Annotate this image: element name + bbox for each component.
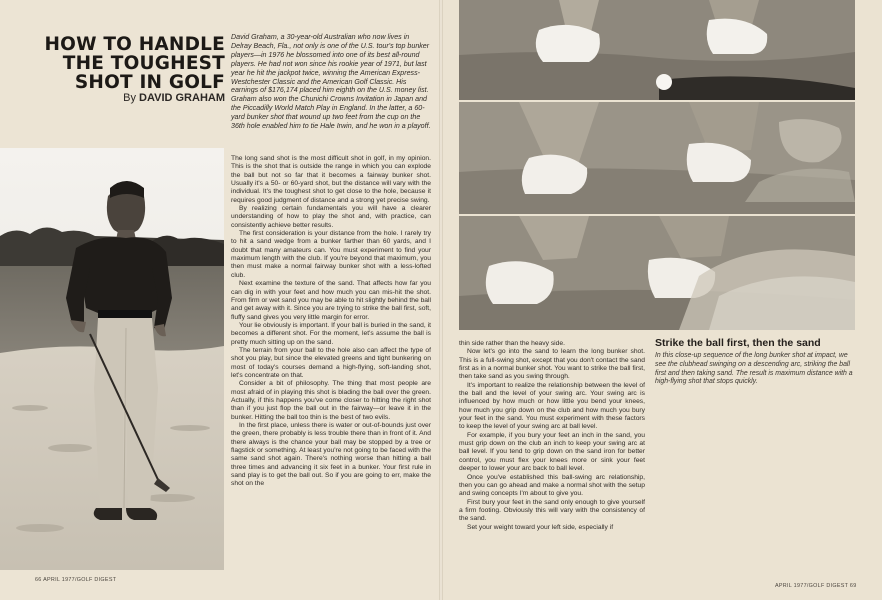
byline — [60, 92, 225, 104]
bunker-shot-sequence — [459, 0, 855, 330]
paragraph: First bury your feet in the sand only enough to give yourself a firm footing. Obviously this will vary with the consistency of the sand. — [459, 498, 645, 523]
author-name: DAVID GRAHAM — [139, 92, 225, 104]
paragraph: thin side rather than the heavy side. — [459, 340, 565, 347]
paragraph: Once you've established this ball-swing arc relationship, then you can go ahead and make a normal shot with the setup and swing concepts I'm about to give you. — [459, 473, 645, 498]
paragraph: Consider a bit of philosophy. The thing that most people are most afraid of in playing this shot is blading the ball over the green. Actually, if this happens you've come closer to hitting the right shot than if you just flop the ball out in the fairway—or leave it in the bunker. Hitting the ball too thin is the best of two evils. — [231, 380, 431, 421]
paragraph: The long sand shot is the most difficult shot in golf, in my opinion. This is the shot that is outside the range in which you can explode the ball but not so far that it becomes a fairway bunker shot. Usually it's a 50- or 60-yard shot, but the distance will vary with the individual. It's the toughest shot to get close to the hole, because it requires good judgment of distance and a strong yet precise swing. — [231, 155, 431, 204]
body-column-2 — [459, 340, 645, 532]
paragraph: The terrain from your ball to the hole also can affect the type of shot you play, but since the elevated greens and tight bunkering on most of today's courses demand a high-flying, soft-landing shot, let's concentrate on that. — [231, 346, 431, 379]
paragraph: Next examine the texture of the sand. That affects how far you can dig in with your feet and how much you can mis-hit the shot. From firm or wet sand you may be able to hit slightly behind the ball and get away with it. Since you are trying to strike the ball first, soft, fluffy sand gives you very little margin for error. — [231, 280, 431, 321]
paragraph: Your lie obviously is important. If your ball is buried in the sand, it becomes a different shot. For the moment, let's assume the ball is pretty much sitting up on the sand. — [231, 321, 431, 346]
paragraph: It's important to realize the relationship between the level of the ball and the level of your swing arc. Your swing arc is influenced by how much or how little you bend your knees, how much you grip down on the club and how much you bury your feet in the sand. You must experiment with these factors to keep the level of your swing arc at ball level. — [459, 381, 645, 431]
paragraph: For example, if you bury your feet an inch in the sand, you must grip down on the club an inch to keep your swing arc at ball level. If you tend to grip down on the sand iron for better control, you must flex your knees more or sink your feet deeper to lower your arc back to ball level. — [459, 431, 645, 473]
paragraph: By realizing certain fundamentals you will have a clearer understanding of how to play the shot and, with practice, can consistently achieve better results. — [231, 205, 431, 229]
caption-text: In this close-up sequence of the long bunker shot at impact, we see the clubhead swinging on a descending arc, striking the ball first and then taking sand. The result is maximum distance with a high-flying shot that stops quickly. — [655, 352, 853, 386]
sequence-photo-1 — [459, 0, 855, 100]
body-column-1 — [231, 155, 431, 489]
byline-prefix: By — [123, 92, 136, 104]
folio-left: 66 APRIL 1977/GOLF DIGEST — [35, 577, 117, 583]
paragraph: Now let's go into the sand to learn the long bunker shot. This is a full-swing shot, except that you don't contact the sand first as in a normal bunker shot. You want to strike the ball first, then take sand as you swing through. — [459, 348, 645, 381]
folio-right: APRIL 1977/GOLF DIGEST 69 — [775, 583, 857, 589]
page-gutter — [439, 0, 443, 600]
caption-title: Strike the ball first, then the sand — [655, 337, 821, 349]
sequence-photo-3 — [459, 216, 855, 330]
intro-paragraph: David Graham, a 30-year-old Australian who now lives in Delray Beach, Fla., not only is one of the U.S. tour's top bunker players—in 1976 he blossomed into one of its best all-round players. He had not won since his rookie year of 1971, but last year he hit the jackpot twice, winning the American Express-Westchester Classic and the American Golf Classic. His earnings of $176,174 placed him eighth on the U.S. money list. Graham also won the Chunichi Crowns Invitation in Japan and the Piccadilly World Match Play in England. In the latter, a 60-yard bunker shot that wound up two feet from the cup on the 36th hole enabled him to tie Hale Irwin, and he won in a playoff. — [231, 33, 431, 131]
golfer-photo — [0, 148, 224, 570]
sequence-photo-2 — [459, 102, 855, 214]
paragraph: In the first place, unless there is water or out-of-bounds just over the green, there probably is less trouble there than in front of it. And there always is the chance your ball may be stopped by a tree or flagstick or something. At least you're not going to be faced with the same sand shot again. There's nothing worse than hitting a ball three times and advancing it six feet in a bunker. Your first rule in sand play is to get the ball out. So if you are going to err, make the shot on the — [231, 422, 431, 488]
article-headline: HOW TO HANDLE THE TOUGHEST SHOT IN GOLF — [44, 34, 225, 93]
paragraph: Set your weight toward your left side, especially if — [467, 523, 614, 531]
paragraph: The first consideration is your distance from the hole. I rarely try to hit a sand wedge from a bunker farther than 60 yards, and I doubt that many amateurs can. You must experiment to find your maximum length with the club. If you're beyond that maximum, you then must make a normal fairway bunker shot with a less-lofted club. — [231, 230, 431, 279]
